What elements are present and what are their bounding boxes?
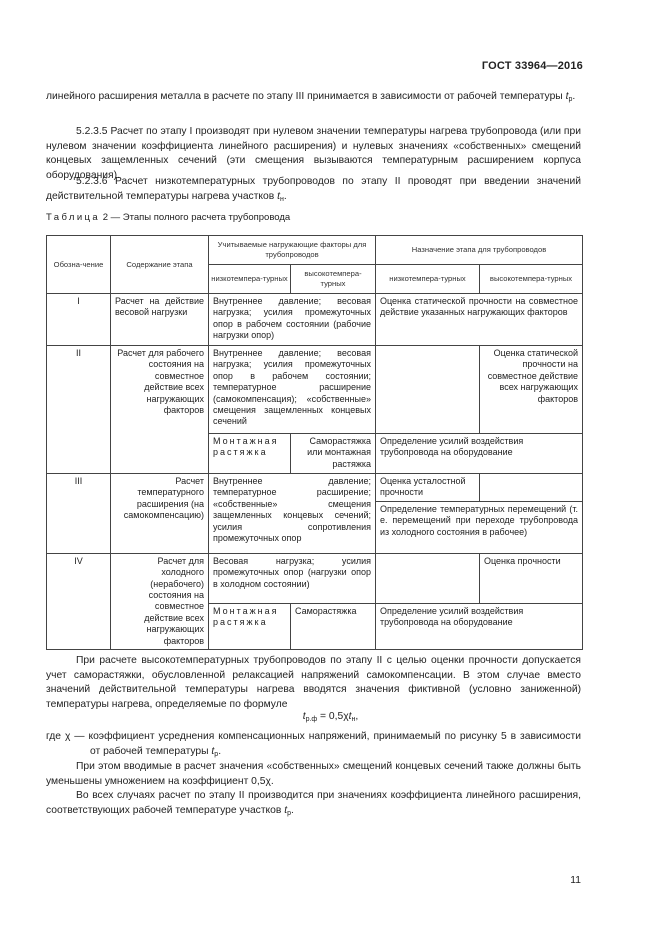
- table-row: [47, 294, 583, 346]
- table-row: [47, 346, 583, 434]
- page-number: 11: [570, 875, 581, 886]
- standard-header: ГОСТ 33964—2016: [481, 60, 583, 72]
- stage-purpose-high: Оценка статической прочности на совместное действие всех нагружающих факторов: [480, 346, 583, 434]
- paragraph-5-2-3-6: 5.2.3.6 Расчет низкотемпературных трубопроводов по этапу II проводят при введении значений действительной температуры нагрева участков $t_н$.: [46, 176, 581, 203]
- stage-loads: Внутреннее давление; весовая нагрузка; усилия промежуточных опор в рабочем состоянии; температурное расширение (самокомпенсация); «собственные» смещения защемленных концевых сечений: [209, 346, 376, 434]
- stage-id: II: [47, 346, 111, 474]
- stage-id: IV: [47, 553, 111, 649]
- stage-id: III: [47, 474, 111, 554]
- stage-purpose: Оценка статической прочности на совместное действие указанных нагружающих факторов: [376, 294, 583, 346]
- paragraph-intro-1: линейного расширения металла в расчете по этапу III принимается в зависимости от рабочей температуры $t_p$.: [46, 91, 576, 103]
- header-designation: Обозна-чение: [47, 236, 111, 294]
- stage-loads-high: Саморастяжка: [291, 603, 376, 649]
- table-row: [47, 553, 583, 603]
- stage-purpose: Определение усилий воздействия трубопровода на оборудование: [376, 603, 583, 649]
- header-purpose-high: высокотемпера-турных: [480, 265, 583, 294]
- stage-loads: Внутреннее давление; весовая нагрузка; усилия промежуточных опор в рабочем состоянии (рабочие нагрузки опор): [209, 294, 376, 346]
- stage-purpose: Определение усилий воздействия трубопровода на оборудование: [376, 434, 583, 474]
- paragraph-5-2-3-5: 5.2.3.5 Расчет по этапу I производят при нулевом значении температуры нагрева трубопровода (или при нулевом значении коэффициента линейного расширения) и нулевых значениях «собственных» смещений концевых защемленных сечений (эти смещения вызываются температурным расширением корпуса оборудования).: [46, 126, 581, 181]
- stage-loads-low: Монтажная растяжка: [209, 434, 291, 474]
- header-loads-low: низкотемпера-турных: [209, 265, 291, 294]
- stage-purpose-low: [376, 553, 480, 603]
- header-content: Содержание этапа: [111, 236, 209, 294]
- paragraph-displacements: При этом вводимые в расчет значения «собственных» смещений концевых сечений также должны быть уменьшены умножением на коэффициент 0,5χ.: [46, 761, 581, 787]
- stages-table: [46, 235, 583, 650]
- header-loads: Учитываемые нагружающие факторы для трубопроводов: [209, 236, 376, 265]
- stage-purpose-low: [376, 346, 480, 434]
- stage-loads-low: Монтажная растяжка: [209, 603, 291, 649]
- stage-id: I: [47, 294, 111, 346]
- stage-loads-high: Саморастяжка или монтажная растяжка: [291, 434, 376, 474]
- stage-purpose-low: Оценка усталостной прочности: [376, 474, 480, 502]
- header-loads-high: высокотемпера-турных: [291, 265, 376, 294]
- stage-content: Расчет для холодного (нерабочего) состояния на совместное действие всех нагружающих факторов: [111, 553, 209, 649]
- stage-content: Расчет на действие весовой нагрузки: [111, 294, 209, 346]
- stage-content: Расчет для рабочего состояния на совместное действие всех нагружающих факторов: [111, 346, 209, 474]
- header-purpose-low: низкотемпера-турных: [376, 265, 480, 294]
- stage-loads: Весовая нагрузка; усилия промежуточных опор (нагрузки опор в холодном состоянии): [209, 553, 376, 603]
- formula-explanation: где χ — коэффициент усреднения компенсационных напряжений, принимаемый по рисунку 5 в зависимости от рабочей температуры $t_р$.: [46, 731, 581, 758]
- formula: $t_{р.ф} = 0,5\chi t_н$,: [302, 711, 359, 723]
- paragraph-expansion-coefficient: Во всех случаях расчет по этапу II производится при значениях коэффициента линейного расширения, соответствующих рабочей температуре участков $t_р$.: [46, 790, 581, 817]
- header-purpose: Назначение этапа для трубопроводов: [376, 236, 583, 265]
- paragraph-fictive-temperature: При расчете высокотемпературных трубопроводов по этапу II с целью оценки прочности допускается учет саморастяжки, обусловленной релаксацией напряжений самокомпенсации. В этом случае вместо значений действительной температуры нагрева вводятся значения фиктивной (условно заниженной) температуры нагрева, определяемые по формуле: [46, 655, 581, 710]
- stage-purpose-high: Оценка прочности: [480, 553, 583, 603]
- stage-purpose-high: [480, 474, 583, 502]
- table-caption: Таблица 2 — Этапы полного расчета трубопровода: [46, 212, 291, 223]
- table-row: [47, 474, 583, 502]
- stage-content: Расчет температурного расширения (на самокомпенсацию): [111, 474, 209, 554]
- stage-purpose: Определение температурных перемещений (т. е. перемещений при переходе трубопровода из холодного состояния в рабочее): [376, 501, 583, 553]
- stage-loads: Внутреннее давление; температурное расширение; «собственные» смещения защемленных концевых сечений; усилия сопротивления промежуточных опор: [209, 474, 376, 554]
